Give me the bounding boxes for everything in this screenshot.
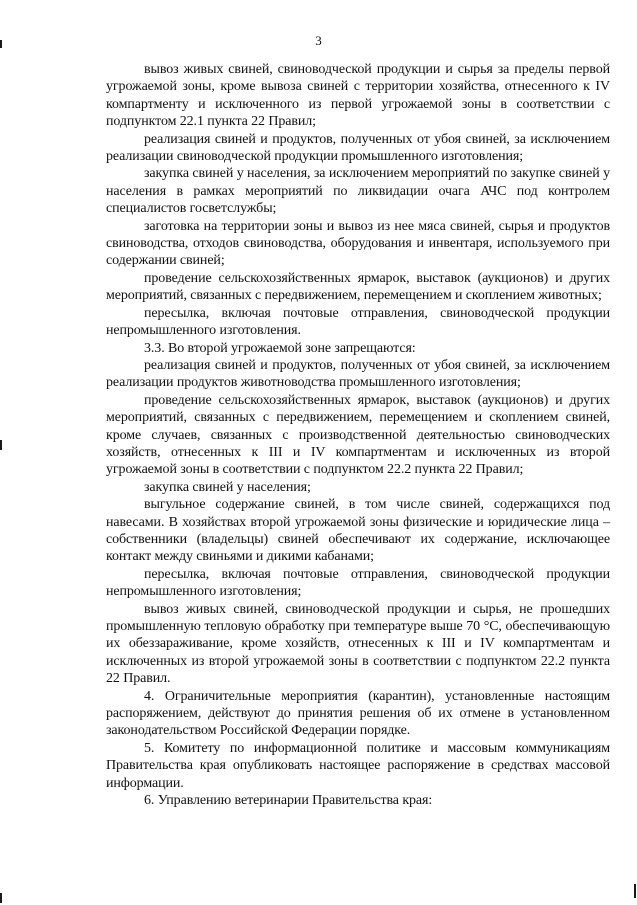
- paragraph: 6. Управлению ветеринарии Правительства края:: [144, 793, 433, 809]
- paragraph: закупка свиней у населения;: [144, 479, 311, 495]
- paragraph: 4. Ограничительные мероприятия (карантин), установленные настоящим распоряжением, действуют до принятия решения об их отмене в установленном законодательством Российской Федерации порядке.: [106, 688, 610, 739]
- paragraph: реализация свиней и продуктов, полученных от убоя свиней, за исключением реализации продуктов животноводства промышленного изготовления;: [106, 357, 610, 391]
- paragraph: проведение сельскохозяйственных ярмарок, выставок (аукционов) и других мероприятий, связанных с передвижением, перемещением и скоплением свиней, кроме случаев, связанных с производственной деятельностью свиноводческих хозяйств, отнесенных к III и IV компартментам и исключенных из второй угрожаемой зоны в соответствии с подпунктом 22.2 пункта 22 Правил;: [106, 392, 610, 478]
- paragraph: пересылка, включая почтовые отправления, свиноводческой продукции непромышленного изготовления;: [106, 566, 610, 600]
- scan-edge-mark: [0, 40, 2, 48]
- paragraph: пересылка, включая почтовые отправления, свиноводческой продукции непромышленного изготовления.: [106, 305, 610, 339]
- paragraph: вывоз живых свиней, свиноводческой продукции и сырья, не прошедших промышленную тепловую обработку при температуре выше 70 °С, обеспечивающую их обеззараживание, кроме хозяйств, отнесенных к III и IV компартментам и исключенных из второй угрожаемой зоны в соответствии с подпунктом 22.2 пункта 22 Правил.: [106, 601, 610, 687]
- paragraph: проведение сельскохозяйственных ярмарок, выставок (аукционов) и других мероприятий, связанных с передвижением, перемещением и скоплением животных;: [106, 270, 610, 304]
- paragraph: выгульное содержание свиней, в том числе свиней, содержащихся под навесами. В хозяйствах второй угрожаемой зоны физические и юридические лица – собственники (владельцы) свиней обеспечивают их содержание, исключающее контакт между свиньями и дикими кабанами;: [106, 497, 610, 565]
- scan-edge-mark: [634, 884, 636, 898]
- paragraph: заготовка на территории зоны и вывоз из нее мяса свиней, сырья и продуктов свиноводства, отходов свиноводства, оборудования и инвентаря, используемого при содержании свиней;: [106, 218, 610, 269]
- scan-edge-mark: [0, 893, 2, 903]
- paragraph: вывоз живых свиней, свиноводческой продукции и сырья за пределы первой угрожаемой зоны, кроме вывоза свиней с территории хозяйства, отнесенного к IV компартменту и исключенного из первой угрожаемой зоны в соответствии с подпунктом 22.1 пункта 22 Правил;: [106, 62, 610, 130]
- section-heading: 3.3. Во второй угрожаемой зоне запрещаются:: [144, 340, 416, 356]
- scan-edge-mark: [0, 440, 2, 450]
- document-body: [106, 61, 610, 809]
- paragraph: реализация свиней и продуктов, полученных от убоя свиней, за исключением реализации свиноводческой продукции промышленного изготовления;: [106, 131, 610, 165]
- paragraph: 5. Комитету по информационной политике и массовым коммуникациям Правительства края опубликовать настоящее распоряжение в средствах массовой информации.: [106, 740, 610, 791]
- paragraph: закупка свиней у населения, за исключением мероприятий по закупке свиней у населения в рамках мероприятий по ликвидации очага АЧС под контролем специалистов госветслужбы;: [106, 166, 610, 217]
- page-number: 3: [315, 33, 322, 48]
